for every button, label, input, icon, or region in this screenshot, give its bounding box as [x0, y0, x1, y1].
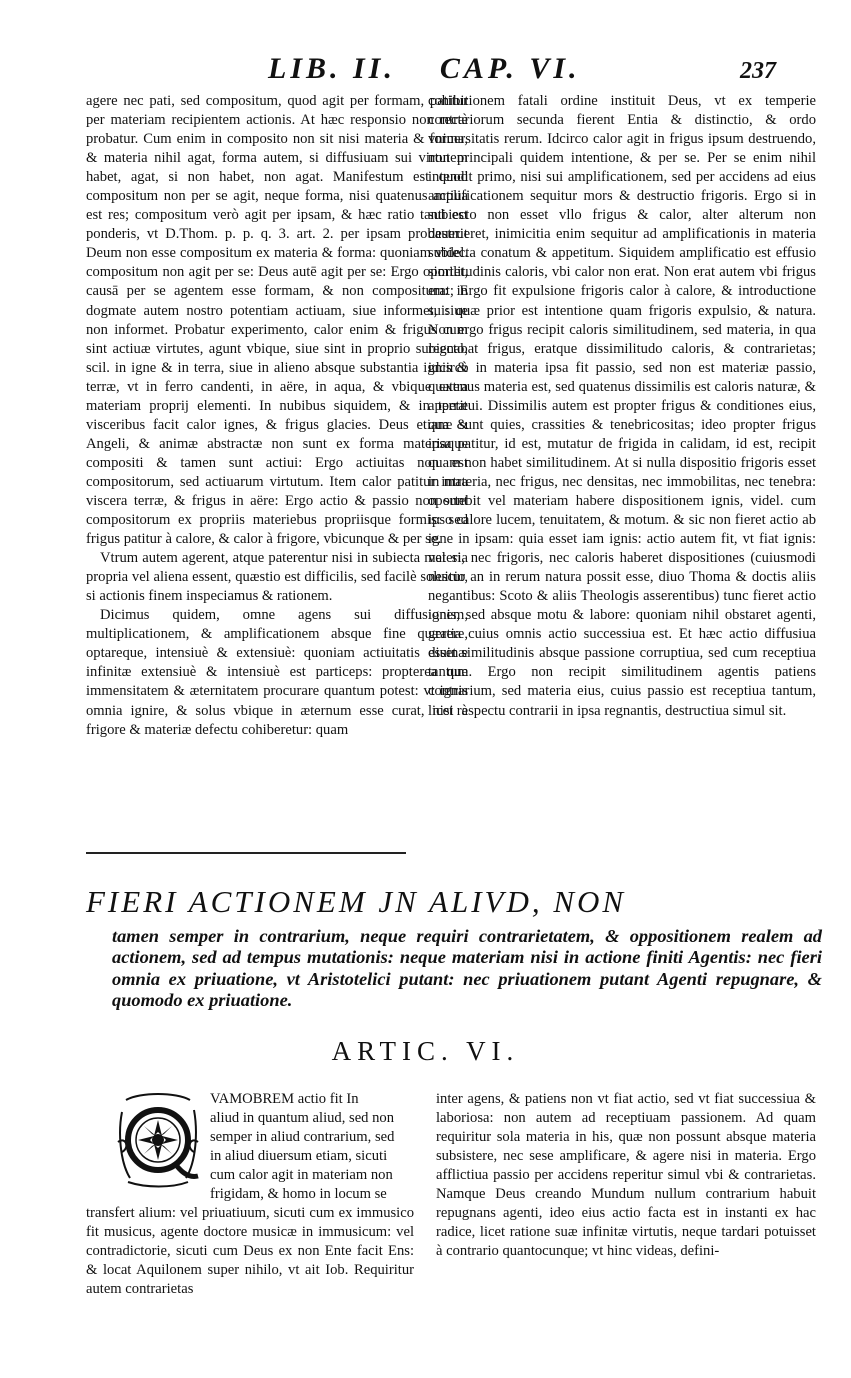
divider — [86, 852, 406, 854]
text-line: aliud in quantum aliud, sed non — [210, 1110, 395, 1127]
section-subtitle: tamen semper in contrarium, neque requiri contrarietatem, & oppositionem realem ad actionem, sed ad tempus mutationis: neque materiam nisi in actione finiti Agentis: nec fieri omnia ex priuatione, vt Aristotelici putant: nec priuationem putant Agenti repugnare, & quomodo ex priuatione. — [112, 926, 822, 1010]
paragraph: transfert alium: vel priuatiuum, sicuti cum ex immusico fit musicus, agente doctore musicæ in immusicum: vel contradictorie, sicuti cum Deus ex non Ente facit Ens: & locat Aquilonem super nihilo, vt ait Iob. Requiritur autem contrarietas — [86, 1205, 414, 1298]
text-line: semper in aliud contrarium, sed — [210, 1129, 395, 1146]
text-line: in aliud diuersum etiam, sicuti — [210, 1148, 388, 1165]
paragraph: cohibitionem fatali ordine instituit Deus, vt ex temperie contrariorum secunda fierent Entia & distinctio, & ordo vniuersitatis rerum. Idcirco calor agit in frigus ipsum destruendo, non principali quidem intentione, & per se. Per se enim nihil intendit primo, nisi sui amplificationem, sed per accidens ad eius amplificationem sequitur mors & destructio frigoris. Ergo si in subiecto non esset vllo frigus & calor, alter alterum non destrueret, inimicitia enim sequitur ad amplificationis in materia subiecta conatum & appetitum. Siquidem amplificatio est effusio similitudinis caloris, vbi calor non erat. Non erat autem vbi frigus erat; Ergo fit expulsione frigoris calor à calore, & introductione sui: quæ prior est intentione quam frigoris expulsio, & natura. Non ergo frigus recipit caloris similitudinem, sed materia, in qua regnabat frigus, eratque dissimilitudo caloris, & contrarietas; idcircò in materia ipsa fit passio, sed non est materiæ passio, quatenus materia est, sed quatenus dissimilis est caloris naturæ, & appetitui. Dissimilis autem est propter frigus & conditiones eius, quæ sunt quies, crassities & tenebricositas; ideo propter frigus ipsa patitur, id est, mutatur de frigida in calidam, id est, recipit quam non habet similitudinem. At si nulla dispositio frigoris esset in materia, nec frigus, nec densitas, nec immobilitas, nec tenebra: oportebit vel materiam habere dispositionem ignis, videl. cum ipso calore lucem, tenuitatem, & motum. & sic non fieret actio ab igne in ipsam: quia esset iam ignis: actio autem fit, vt fiat ignis: vel si, nec frigoris, nec caloris haberet dispositiones (cuiusmodi nescio an in rerum natura possit esse, diuo Thoma & doctis aliis negantibus: Scoto & aliis Theologis asserentibus) tunc fieret actio ignis, sed absque motu & labore: quoniam nihil obstaret agenti, gratia cuius omnis actio successiua est. Et hæc actio diffusiua esset similitudinis absque passione corruptiua, sed cum receptiua tantum. Ergo non recipit similitudinem agentis patiens contrarium, sed materia eius, cuius passio est receptiua tantum, licet respectu contrarii in ipsa regnantis, destructiua simul sit. — [428, 93, 816, 719]
chapter-number: CAP. VI. — [439, 52, 581, 85]
left-column-top — [86, 92, 468, 740]
paragraph: Dicimus quidem, omne agens sui diffusionem, multiplicationem, & amplificationem absque fine quærere, optareque, intensiuè & extensiuè: quoniam actiuitatis diuinæ infinitæ extensiuè & intensiuè est particeps: propterea que immensitatem & æternitatem procurare quantum potest: vt ignis omnia ignire, & solus vbique in æternum esse curat, nisi à frigore & materiæ defectu cohiberetur: quam — [86, 607, 468, 738]
text-line: frigidam, & homo in locum se — [210, 1186, 387, 1203]
section-title: FIERI ACTIONEM JN ALIVD, NON — [86, 884, 627, 919]
running-head — [268, 52, 581, 86]
right-column-bottom — [436, 1090, 816, 1261]
book-number: LIB. II. — [268, 52, 396, 85]
right-column-top — [428, 92, 816, 721]
page-number: 237 — [740, 58, 776, 84]
text-line: cum calor agit in materiam non — [210, 1167, 393, 1184]
text-line: VAMOBREM actio fit In — [210, 1091, 359, 1107]
paragraph: inter agens, & patiens non vt fiat actio, sed vt fiat successiua & laboriosa: non autem ad receptiuam passionem. Ad quam requiritur sola materia in his, quæ non possunt absque materia subsistere, nec sese amplificare, & agere nisi in materia. Ergo afflictiua passio per accidens reperitur simul vbi & contrarietas. Namque Deus creando Mundum nullum contrarium habuit repugnans agenti, ideo eius actio facta est in instanti ex hac radice, licet ratione suæ infinitæ virtutis, neque tardari potuisset à contrario quantocunque; vt hinc videas, defini- — [436, 1091, 816, 1260]
article-heading: ARTIC. VI. — [331, 1036, 520, 1066]
left-column-bottom — [86, 1090, 414, 1300]
paragraph: agere nec pati, sed compositum, quod agit per formam, patitur per materiam recipientem actionis. At hæc responsio non rectè probatur. Cum enim in composito non sit nisi materia & forma, & materia nihil agat, forma autem, si diffusiuam sui virtutem habet, agat, si non habet, non agat. Manifestum est quod compositum non per se agit, neque forma, nisi quatenus actiua est res; compositum verò agit per ipsam, & hæc ratio tanti est ponderis, vt D.Thom. p. p. q. 3. art. 2. per ipsam probauerit Deum non esse compositum ex materia & forma: quoniam videl. compositum non agit per se: Deus autē agit per se: Ergo oportet, causā per se agentem esse formam, & non compositum: in dogmate autem nostro potentiam actiuam, siue informet, siue non informet. Probatur experimento, calor enim & frigus cum sint actiuæ virtutes, agunt vbique, siue sint in proprio subiecto, scil. in igne & in terra, siue in alieno absque substantia ignis & terræ, vt in ferro candenti, in aëre, in aqua, & vbique extra materiam proprij elementi. In nubibus siquidem, & in terræ visceribus facit calor ignes, & frigus glacies. Deus etiam & Angeli, & animæ abstractæ non sunt ex forma materiaque compositi & tamen sunt actiui: Ergo actiuitas non est compositorum, sed actiuarum virtutum. Item calor patitur intra viscera terræ, & frigus in aëre: Ergo actio & passio non sunt compositorum ex propriis materiebus propriisque formis: sed frigus patitur à calore, & calor à frigore, vbicunque & per se. — [86, 93, 468, 548]
paragraph: Vtrum autem agerent, atque paterentur nisi in subiecta materia propria vel aliena essent, quæstio est difficilis, sed facilè soluitur, si actionis finem inspeciamus & rationem. — [86, 550, 468, 605]
